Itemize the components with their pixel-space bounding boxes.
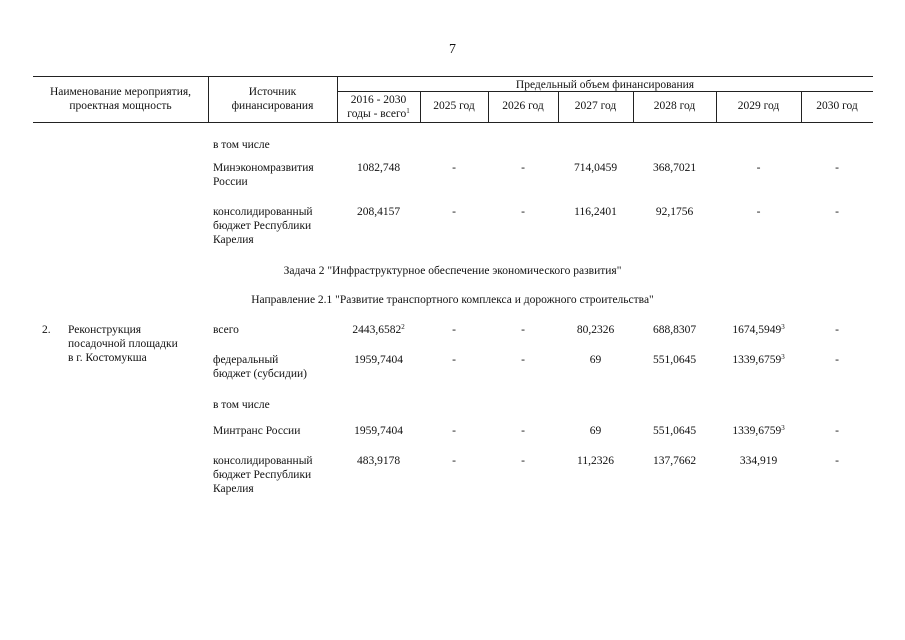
source-label: консолидированный бюджет Республики Карелия (213, 206, 313, 246)
direction-title: Направление 2.1 "Развитие транспортного комплекса и дорожного строительства" (251, 294, 654, 306)
header-year: 2029 год (737, 100, 780, 112)
value-2025: - (452, 425, 456, 437)
value-total: 1082,748 (356, 162, 401, 174)
value-2027: 11,2326 (577, 455, 614, 467)
source-label: Минтранс России (213, 425, 301, 437)
header-year: 2028 год (653, 100, 696, 112)
source-label: консолидированный бюджет Республики Карелия (213, 455, 313, 495)
value-2025: - (452, 324, 456, 336)
value-2029: 1339,6759$^3$ (732, 424, 785, 437)
value-2025: - (452, 206, 456, 218)
value-2030: - (835, 455, 839, 467)
value-2026: - (521, 162, 525, 174)
source-label: Минэкономразвития России (213, 162, 314, 188)
value-2030: - (835, 324, 839, 336)
header-top-rule (33, 76, 873, 77)
block1-intro: в том числе (213, 139, 270, 151)
value-total: 2443,6582$^2$ (352, 323, 405, 336)
value-2026: - (521, 455, 525, 467)
value-2027: 69 (589, 425, 602, 437)
value-total: 1959,7404 (354, 425, 403, 437)
value-2027: 80,2326 (576, 324, 615, 336)
value-2028: 137,7662 (652, 455, 697, 467)
value-2026: - (521, 354, 525, 366)
value-2029: - (756, 162, 761, 174)
value-2029: - (756, 206, 761, 218)
task-title: Задача 2 "Инфраструктурное обеспечение экономического развития" (283, 265, 622, 277)
page-number: 7 (449, 42, 456, 57)
header-year: 2027 год (574, 100, 617, 112)
value-2029: 334,919 (739, 455, 778, 467)
header-year: 2025 год (433, 100, 475, 112)
value-2026: - (521, 206, 525, 218)
value-2029: 1674,5949$^3$ (732, 323, 785, 336)
value-2026: - (521, 324, 525, 336)
value-total: 483,9178 (356, 455, 401, 467)
value-2026: - (521, 425, 525, 437)
header-years-total: 2016 - 2030 годы - всего$^1$ (347, 94, 410, 120)
header-col-name: Наименование мероприятия, проектная мощность (49, 86, 192, 112)
header-col-source: Источник финансирования (231, 86, 314, 112)
value-2030: - (835, 354, 839, 366)
value-2027: 116,2401 (574, 206, 617, 218)
value-2027: 714,0459 (573, 162, 618, 174)
item2-intro: в том числе (213, 399, 270, 411)
header-group-title: Предельный объем финансирования (515, 79, 695, 91)
header-year: 2030 год (816, 100, 858, 112)
value-total: 1959,7404 (354, 354, 403, 366)
value-2030: - (835, 206, 839, 218)
value-2028: 688,8307 (652, 324, 697, 336)
value-2028: 368,7021 (652, 162, 697, 174)
value-total: 208,4157 (356, 206, 401, 218)
value-2028: 551,0645 (652, 425, 697, 437)
source-label: всего (213, 324, 239, 336)
value-2025: - (452, 162, 456, 174)
value-2029: 1339,6759$^3$ (732, 353, 785, 366)
value-2028: 551,0645 (652, 354, 697, 366)
value-2030: - (835, 425, 839, 437)
item-number: 2. (42, 324, 51, 336)
value-2030: - (835, 162, 839, 174)
header-bottom-rule (33, 122, 873, 123)
source-label: федеральный бюджет (субсидии) (213, 354, 307, 380)
value-2025: - (452, 455, 456, 467)
value-2025: - (452, 354, 456, 366)
value-2028: 92,1756 (655, 206, 694, 218)
header-year: 2026 год (502, 100, 544, 112)
value-2027: 69 (589, 354, 602, 366)
item-name: Реконструкция посадочной площадки в г. Костомукша (68, 324, 178, 364)
